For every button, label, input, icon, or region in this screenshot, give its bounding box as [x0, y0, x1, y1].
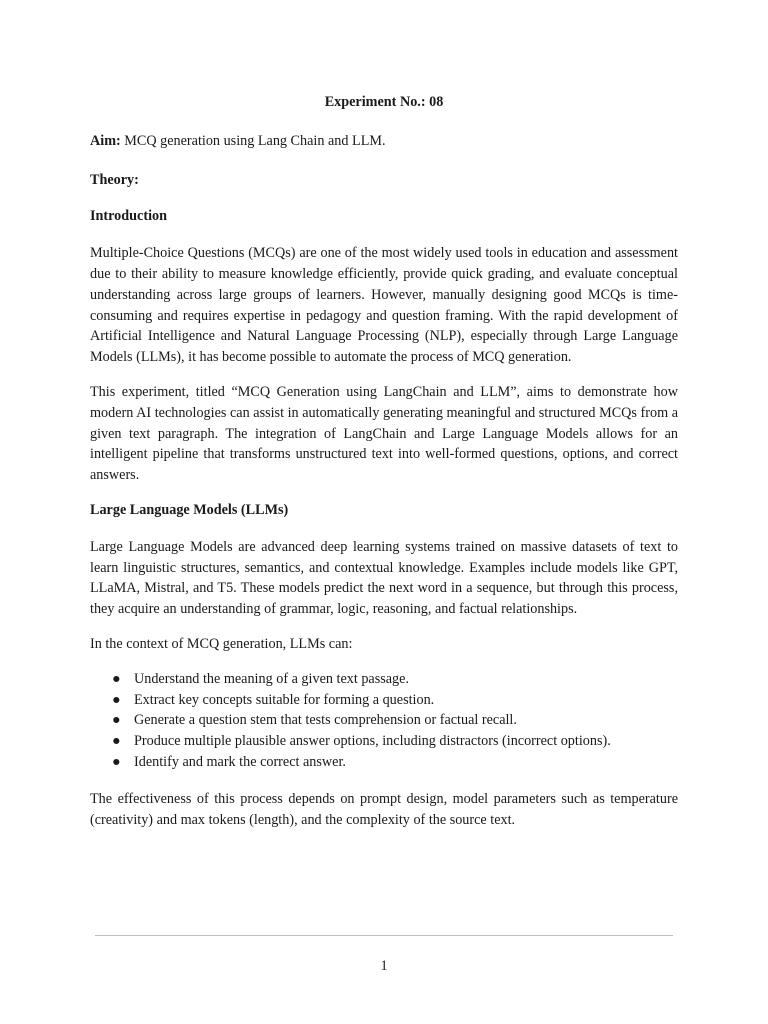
- introduction-paragraph-2: This experiment, titled “MCQ Generation using LangChain and LLM”, aims to demonstrate how modern AI technologies can assist in automatically generating meaningful and structured MCQs from a given text paragraph. The integration of LangChain and Large Language Models allows for an intelligent pipeline that transforms unstructured text into well-formed questions, options, and correct answers.: [90, 383, 678, 484]
- bullet-icon: ●: [112, 670, 121, 687]
- footer-divider: [95, 935, 673, 936]
- introduction-paragraph-1: Multiple-Choice Questions (MCQs) are one of the most widely used tools in education and assessment due to their ability to measure knowledge efficiently, provide quick grading, and evaluate conceptual understanding across large groups of learners. However, manually designing good MCQs is time-consuming and requires expertise in pedagogy and question framing. With the rapid development of Artificial Intelligence and Natural Language Processing (NLP), especially through Large Language Models (LLMs), it has become possible to automate the process of MCQ generation.: [90, 245, 678, 366]
- experiment-title: Experiment No.: 08: [324, 94, 444, 110]
- list-item: ● Extract key concepts suitable for forming a question.: [112, 690, 678, 711]
- aim-label: Aim:: [90, 132, 121, 149]
- list-item: ● Produce multiple plausible answer options, including distractors (incorrect options).: [112, 731, 678, 752]
- page-number: 1: [380, 958, 388, 974]
- theory-heading: Theory:: [90, 171, 139, 188]
- bullet-icon: ●: [112, 753, 121, 770]
- bullet-icon: ●: [112, 733, 121, 750]
- closing-paragraph: The effectiveness of this process depends on prompt design, model parameters such as temperature (creativity) and max tokens (length), and the complexity of the source text.: [90, 790, 678, 828]
- list-item: ● Generate a question stem that tests comprehension or factual recall.: [112, 710, 678, 731]
- llm-heading: Large Language Models (LLMs): [90, 501, 289, 518]
- document-page: [90, 92, 678, 844]
- aim-text: MCQ generation using Lang Chain and LLM.: [120, 132, 386, 149]
- llm-capabilities-list: [90, 669, 678, 773]
- llm-paragraph-2: In the context of MCQ generation, LLMs can:: [90, 635, 353, 652]
- bullet-icon: ●: [112, 691, 121, 708]
- list-item: ● Understand the meaning of a given text passage.: [112, 669, 678, 690]
- list-item: ● Identify and mark the correct answer.: [112, 752, 678, 773]
- llm-paragraph-1: Large Language Models are advanced deep learning systems trained on massive datasets of text to learn linguistic structures, semantics, and contextual knowledge. Examples include models like GPT, LLaMA, Mistral, and T5. These models predict the next word in a sequence, but through this process, they acquire an understanding of grammar, logic, reasoning, and factual relationships.: [90, 538, 678, 618]
- introduction-heading: Introduction: [90, 208, 167, 225]
- aim-line: [90, 131, 678, 152]
- bullet-icon: ●: [112, 712, 121, 729]
